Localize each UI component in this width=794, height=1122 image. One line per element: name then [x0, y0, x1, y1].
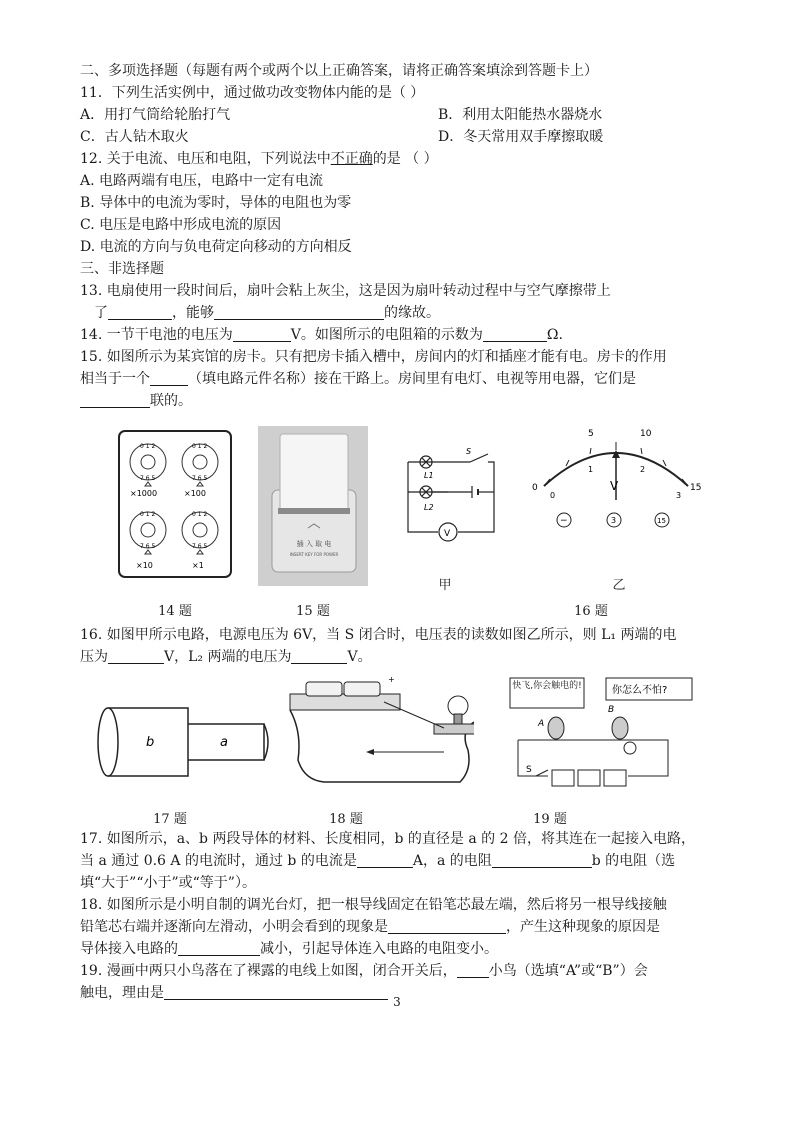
- q17-line3: 填“大于”“小于”或“等于”）。: [80, 875, 256, 891]
- q14: 14. 一节干电池的电压为 V。如图所示的电阻箱的示数为 Ω.: [80, 327, 563, 343]
- blank[interactable]: [108, 303, 172, 320]
- meter-unit-label: V: [610, 479, 619, 493]
- bird-a-label: A: [538, 719, 545, 729]
- dial-label: ×1: [192, 561, 204, 570]
- battery-plus-label: +: [388, 675, 395, 684]
- meter-top-label: 5: [588, 429, 594, 439]
- blank[interactable]: [80, 391, 150, 408]
- q18-line1: 18. 如图所示是小明自制的调光台灯，把一根导线固定在铅笔芯最左端，然后将另一根导线接触: [80, 897, 667, 913]
- card-slot-subtext: INSERT KEY FOR POWER: [289, 552, 339, 557]
- caption-18: 18 题: [329, 812, 363, 827]
- blank[interactable]: [108, 647, 164, 664]
- caption-17: 17 题: [153, 812, 187, 827]
- q16-line2: 压为 V，L₂ 两端的电压为 V。: [80, 649, 372, 665]
- q11-option-a: A．用打气筒给轮胎打气: [80, 107, 231, 123]
- svg-text:0 1 2: 0 1 2: [192, 443, 208, 450]
- meter-bottom-label: 0: [550, 491, 556, 500]
- svg-text:0 1 2: 0 1 2: [140, 511, 156, 518]
- section3-heading: 三、非选择题: [80, 261, 164, 277]
- q12-stem-b: 的是 （ ）: [372, 151, 438, 167]
- blank[interactable]: [457, 961, 489, 978]
- exam-page: [80, 60, 720, 1004]
- speech-bubble-a: 快飞,你会触电的!: [512, 681, 582, 691]
- figure-row-1: [80, 424, 720, 624]
- terminal-label: 3: [611, 516, 617, 525]
- q19-line1: 19. 漫画中两只小鸟落在了裸露的电线上如图，闭合开关后， 小鸟（选填“A”或“B”）会: [80, 963, 648, 979]
- cylinder-a-label: a: [220, 735, 228, 750]
- q15-line2: 相当于一个 （填电路元件名称）接在干路上。房间里有电灯、电视等用电器，它们是: [80, 371, 636, 387]
- pencil-lamp-figure: [284, 672, 474, 790]
- caption-15: 15 题: [296, 604, 330, 619]
- q18-line2: 铅笔芯右端并逐渐向左滑动，小明会看到的现象是 ，产生这种现象的原因是: [80, 919, 660, 935]
- resistance-box-figure: [118, 430, 232, 578]
- page-number: 3: [393, 995, 401, 1009]
- meter-bottom-label: 3: [676, 491, 682, 500]
- svg-text:0 1 2: 0 1 2: [192, 511, 208, 518]
- svg-text:0 1 2: 0 1 2: [140, 443, 156, 450]
- q11-options-row2: [80, 126, 720, 148]
- q11-option-b: B．利用太阳能热水器烧水: [438, 107, 603, 123]
- blank[interactable]: [150, 369, 188, 386]
- q13-line1: 13. 电扇使用一段时间后，扇叶会粘上灰尘，这是因为扇叶转动过程中与空气摩擦带上: [80, 283, 611, 299]
- meter-top-label: 10: [640, 429, 652, 439]
- q16-line1: 16. 如图甲所示电路，电源电压为 6V，当 S 闭合时，电压表的读数如图乙所示，则 L₁ 两端的电: [80, 627, 677, 643]
- meter-end-label: 15: [690, 483, 702, 493]
- q12-option-a: A. 电路两端有电压，电路中一定有电流: [80, 173, 324, 189]
- blank[interactable]: [233, 325, 291, 342]
- caption-19: 19 题: [533, 812, 567, 827]
- terminal-label: −: [560, 516, 568, 526]
- q11-option-d: D．冬天常用双手摩擦取暖: [438, 129, 604, 145]
- q12-stem-underlined: 不正确: [330, 151, 373, 167]
- q12-option-b: B. 导体中的电流为零时，导体的电阻也为零: [80, 195, 352, 211]
- q12-option-c: C. 电压是电路中形成电流的原因: [80, 217, 282, 233]
- voltmeter-label: V: [444, 529, 451, 539]
- svg-text:7 6 5: 7 6 5: [140, 543, 156, 550]
- bird-b-label: B: [608, 705, 615, 715]
- birds-on-wire-figure: [508, 676, 698, 794]
- room-card-figure: [258, 426, 368, 586]
- blank[interactable]: [357, 851, 413, 868]
- blank[interactable]: [492, 851, 592, 868]
- dial-label: ×1000: [130, 489, 158, 498]
- q12-stem-a: 12. 关于电流、电压和电阻，下列说法中: [80, 151, 331, 167]
- terminal-label: 15: [657, 517, 666, 525]
- l1-label: L1: [424, 471, 434, 480]
- svg-text:7 6 5: 7 6 5: [192, 475, 208, 482]
- svg-text:7 6 5: 7 6 5: [140, 475, 156, 482]
- section2-heading: 二、多项选择题（每题有两个或两个以上正确答案，请将正确答案填涂到答题卡上）: [80, 63, 598, 79]
- q17-line2: 当 a 通过 0.6 A 的电流时，通过 b 的电流是 A，a 的电阻 b 的电阻（选: [80, 853, 676, 869]
- caption-14: 14 题: [158, 604, 192, 619]
- q11-option-c: C．古人钻木取火: [80, 129, 189, 145]
- q11-stem: 11．下列生活实例中，通过做功改变物体内能的是（ ）: [80, 85, 425, 101]
- speech-bubble-b: 你怎么不怕?: [612, 685, 668, 696]
- q19-line2: 触电，理由是: [80, 982, 720, 1004]
- l2-label: L2: [424, 503, 434, 512]
- q12-stem: [80, 148, 720, 170]
- sub-caption-jia: 甲: [438, 578, 452, 593]
- q18-line3: 导体接入电路的 减小，引起导体连入电路的电阻变小。: [80, 941, 498, 957]
- meter-end-label: 0: [532, 483, 538, 493]
- caption-16: 16 题: [574, 604, 608, 619]
- meter-bottom-label: 2: [640, 465, 646, 474]
- blank[interactable]: [388, 917, 506, 934]
- q13-line2: 了 ，能够 的缘故。: [94, 305, 440, 321]
- voltmeter-dial-yi: [526, 424, 706, 542]
- q17-line1: 17. 如图所示，a、b 两段导体的材料、长度相同，b 的直径是 a 的 2 倍，将其连在一起接入电路，: [80, 831, 695, 847]
- q15-line1: 15. 如图所示为某宾馆的房卡。只有把房卡插入槽中，房间内的灯和插座才能有电。房卡的作用: [80, 349, 667, 365]
- dial-label: ×10: [136, 561, 153, 570]
- cylinder-b-label: b: [146, 735, 155, 750]
- blank[interactable]: [483, 325, 547, 342]
- meter-bottom-label: 1: [588, 465, 594, 474]
- q11-options-row1: [80, 104, 720, 126]
- sub-caption-yi: 乙: [612, 578, 626, 593]
- switch-label: S: [466, 447, 472, 456]
- q15-line3: 联的。: [80, 390, 720, 412]
- conductor-cylinders-figure: [94, 702, 274, 782]
- svg-text:7 6 5: 7 6 5: [192, 543, 208, 550]
- circuit-diagram-jia: [398, 444, 498, 554]
- figure-row-2: [80, 672, 720, 828]
- blank[interactable]: [178, 939, 260, 956]
- q12-option-d: D. 电流的方向与负电荷定向移动的方向相反: [80, 239, 352, 255]
- blank[interactable]: [214, 303, 384, 320]
- switch-label: S: [526, 765, 532, 775]
- dial-label: ×100: [184, 489, 206, 498]
- card-slot-text: 插 入 取 电: [296, 540, 332, 548]
- blank[interactable]: [291, 647, 347, 664]
